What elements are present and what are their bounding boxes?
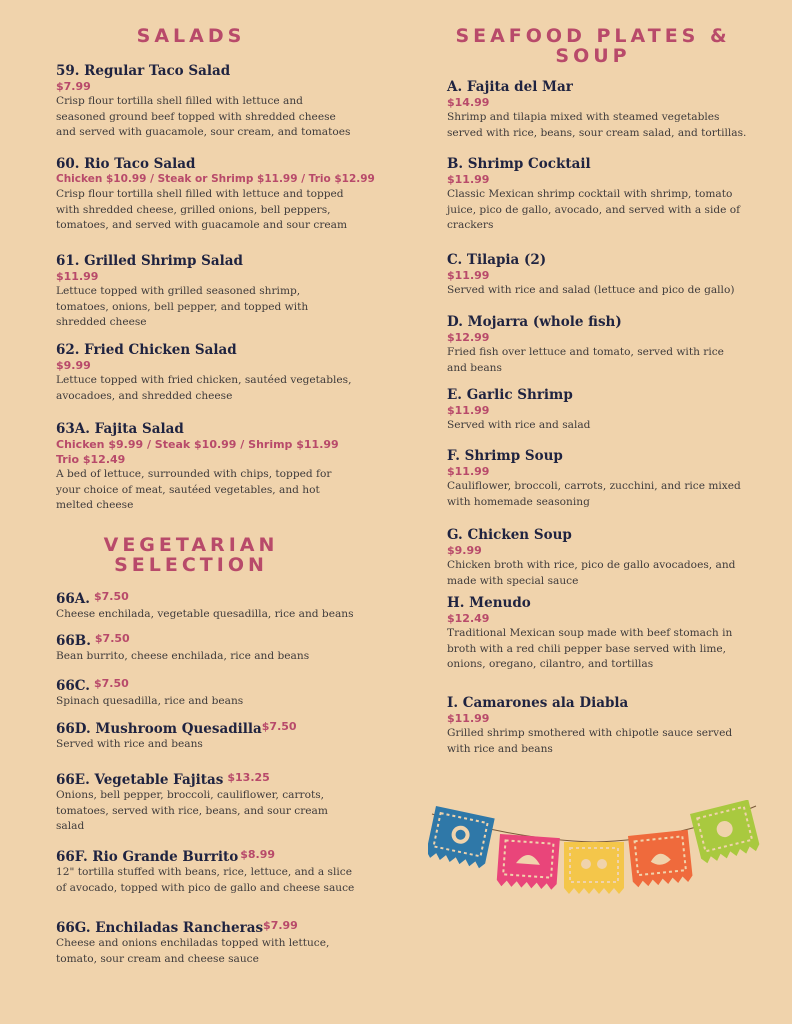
item-price: $7.99	[263, 919, 298, 932]
item-name: 66F. Rio Grande Burrito	[56, 849, 239, 865]
item-name: 60. Rio Taco Salad	[56, 156, 196, 172]
item-description: Cheese and onions enchiladas topped with lettuce, tomato, sour cream and cheese sauce	[56, 937, 330, 965]
menu-item	[447, 448, 747, 510]
vegetarian-title	[56, 535, 326, 575]
item-name: C. Tilapia (2)	[447, 252, 547, 268]
item-name: 66E. Vegetable Fajitas	[56, 772, 224, 788]
item-name: A. Fajita del Mar	[447, 79, 573, 95]
menu-item	[447, 156, 747, 234]
item-description: Fried fish over lettuce and tomato, served with rice and beans	[447, 346, 724, 374]
item-description: Lettuce topped with grilled seasoned shrimp, tomatoes, onions, bell pepper, and topped with shredded cheese	[56, 285, 309, 329]
item-description: Spinach quesadilla, rice and beans	[56, 695, 244, 707]
item-description: Onions, bell pepper, broccoli, cauliflower, carrots, tomatoes, served with rice, beans, and sour cream salad	[56, 789, 328, 833]
item-name: 66D. Mushroom Quesadilla	[56, 721, 262, 737]
flag-pink-icon	[496, 834, 559, 890]
item-description: Chicken broth with rice, pico de gallo avocadoes, and made with special sauce	[447, 559, 736, 587]
menu-item	[56, 631, 356, 665]
item-name: I. Camarones ala Diabla	[447, 695, 629, 711]
item-description: A bed of lettuce, surrounded with chips, topped for your choice of meat, sautéed vegetables, and hot melted cheese	[56, 468, 332, 512]
item-description: Lettuce topped with fried chicken, sautéed vegetables, avocadoes, and shredded cheese	[56, 374, 352, 402]
menu-item	[56, 156, 375, 234]
item-name-row	[56, 770, 356, 788]
item-name-row	[56, 589, 356, 607]
item-name: D. Mojarra (whole fish)	[447, 314, 622, 330]
item-name: 59. Regular Taco Salad	[56, 63, 231, 79]
item-name: H. Menudo	[447, 595, 531, 611]
item-description: 12" tortilla stuffed with beans, rice, lettuce, and a slice of avocado, topped with pico de gallo and cheese sauce	[56, 866, 355, 894]
item-price: $13.25	[227, 771, 270, 784]
item-description: Grilled shrimp smothered with chipotle sauce served with rice and beans	[447, 727, 733, 755]
item-name: E. Garlic Shrimp	[447, 387, 573, 403]
item-price-trio: Trio $12.49	[56, 453, 126, 466]
flag-orange-icon	[628, 830, 693, 888]
vegetarian-title-line2: SELECTION	[114, 554, 268, 576]
salads-title: SALADS	[136, 25, 246, 47]
item-description: Crisp flour tortilla shell filled with lettuce and topped with shredded cheese, grilled onions, bell peppers, tomatoes, and served with guacamole and sour cream	[56, 188, 348, 232]
item-price: Chicken $9.99 / Steak $10.99 / Shrimp $11.99	[56, 438, 339, 451]
menu-item	[56, 847, 356, 896]
item-description: Crisp flour tortilla shell filled with lettuce and seasoned ground beef topped with shredded cheese and served with guacamole, sour cream, and tomatoes	[56, 95, 351, 139]
menu-item	[56, 421, 356, 514]
item-price: $7.50	[94, 677, 129, 690]
item-description: Cauliflower, broccoli, carrots, zucchini, and rice mixed with homemade seasoning	[447, 480, 741, 508]
menu-item	[447, 595, 747, 673]
flag-yellow-icon	[564, 842, 624, 894]
item-name: F. Shrimp Soup	[447, 448, 563, 464]
item-price: $14.99	[447, 96, 490, 109]
menu-item	[56, 770, 356, 835]
menu-item	[447, 252, 747, 299]
menu-item	[56, 719, 356, 753]
item-name: 61. Grilled Shrimp Salad	[56, 253, 243, 269]
item-description: Bean burrito, cheese enchilada, rice and beans	[56, 650, 310, 662]
item-price: $11.99	[447, 173, 490, 186]
menu-item	[56, 918, 356, 967]
item-price: $11.99	[447, 269, 490, 282]
item-description: Served with rice and salad (lettuce and pico de gallo)	[447, 284, 735, 296]
item-price: $11.99	[447, 465, 490, 478]
menu-item	[447, 527, 747, 589]
papel-picado-banner-icon	[428, 800, 760, 900]
item-price: $7.99	[56, 80, 91, 93]
item-price: $11.99	[447, 404, 490, 417]
flag-blue-icon	[428, 806, 495, 869]
menu-item	[56, 589, 356, 623]
item-price: $9.99	[56, 359, 91, 372]
menu-item	[447, 79, 747, 141]
vegetarian-title-line1: VEGETARIAN	[103, 534, 279, 556]
item-name: B. Shrimp Cocktail	[447, 156, 591, 172]
menu-item	[56, 342, 356, 404]
item-name: 66B.	[56, 633, 91, 649]
item-price: $12.49	[447, 612, 490, 625]
menu-item	[56, 63, 356, 141]
item-name: 66G. Enchiladas Rancheras	[56, 920, 264, 936]
item-price: $7.50	[261, 720, 297, 733]
flag-green-icon	[690, 800, 760, 864]
item-price: $9.99	[447, 544, 482, 557]
item-description: Cheese enchilada, vegetable quesadilla, rice and beans	[56, 608, 354, 620]
item-name-row	[56, 918, 356, 936]
item-price: $8.99	[240, 848, 276, 861]
item-name: 62. Fried Chicken Salad	[56, 342, 237, 358]
item-price: Chicken $10.99 / Steak or Shrimp $11.99 / Trio $12.99	[56, 173, 375, 185]
seafood-title-line1: SEAFOOD PLATES &	[455, 25, 731, 47]
item-name: 63A. Fajita Salad	[56, 421, 184, 437]
item-name-row	[56, 631, 356, 649]
item-price: $11.99	[56, 270, 99, 283]
item-description: Traditional Mexican soup made with beef stomach in broth with a red chili pepper base served with lime, onions, oregano, cilantro, and tortillas	[447, 627, 733, 671]
menu-item	[447, 695, 747, 757]
item-description: Served with rice and beans	[56, 738, 203, 750]
item-name-row	[56, 719, 356, 737]
menu-item	[447, 387, 747, 434]
item-name: 66C.	[56, 678, 90, 694]
item-name-row	[56, 676, 356, 694]
item-name: 66A.	[56, 591, 90, 607]
item-description: Shrimp and tilapia mixed with steamed vegetables served with rice, beans, sour cream salad, and tortillas.	[447, 111, 747, 139]
item-price: $11.99	[447, 712, 490, 725]
menu-item	[56, 253, 356, 331]
item-name: G. Chicken Soup	[447, 527, 572, 543]
item-description: Served with rice and salad	[447, 419, 591, 431]
item-description: Classic Mexican shrimp cocktail with shrimp, tomato juice, pico de gallo, avocado, and served with a side of crackers	[447, 188, 741, 232]
item-price: $7.50	[93, 590, 129, 603]
seafood-title	[447, 26, 739, 66]
seafood-title-line2: SOUP	[555, 45, 631, 67]
item-price: $12.99	[447, 331, 490, 344]
item-price: $7.50	[94, 632, 130, 645]
menu-item	[56, 676, 356, 710]
item-name-row	[56, 847, 356, 865]
menu-item	[447, 314, 747, 376]
